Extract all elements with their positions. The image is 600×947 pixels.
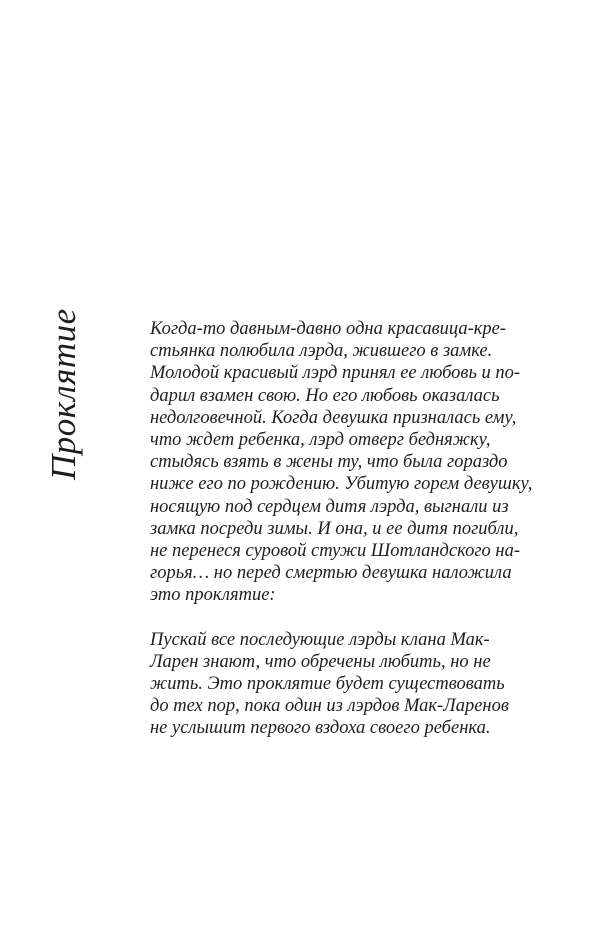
text-line: Пускай все последующие лэрды клана Мак- — [150, 629, 490, 650]
text-line: Ларен знают, что обречены любить, но не — [150, 651, 491, 672]
text-line: это проклятие: — [150, 585, 276, 606]
text-line: горья… но перед смертью девушка наложила — [150, 563, 512, 584]
body-text — [150, 318, 570, 740]
text-line: Молодой красивый лэрд принял ее любовь и по- — [150, 363, 521, 384]
text-line: стыдясь взять в жены ту, что была гораздо — [150, 452, 508, 473]
text-line: недолговечной. Когда девушка призналась ему, — [150, 407, 517, 428]
paragraph-curse-story — [150, 318, 570, 607]
paragraph-curse-text — [150, 629, 570, 740]
text-line: замка посреди зимы. И она, и ее дитя погибли, — [150, 518, 519, 539]
chapter-title: Проклятие — [44, 308, 83, 480]
text-line: стьянка полюбила лэрда, жившего в замке. — [150, 341, 493, 362]
text-line: не перенеся суровой стужи Шотландского на- — [150, 541, 520, 562]
text-line: что ждет ребенка, лэрд отверг бедняжку, — [150, 430, 491, 451]
text-line: не услышит первого вздоха своего ребенка. — [150, 718, 491, 739]
text-line: дарил взамен свою. Но его любовь оказалась — [150, 385, 500, 406]
text-line: Когда-то давным-давно одна красавица-кре- — [150, 319, 507, 339]
text-line: носящую под сердцем дитя лэрда, выгнали из — [150, 496, 509, 517]
text-line: жить. Это проклятие будет существовать — [150, 674, 505, 695]
paragraph-gap — [150, 607, 570, 629]
text-line: ниже его по рождению. Убитую горем девушку, — [150, 474, 533, 495]
text-line: до тех пор, пока один из лэрдов Мак-Ларенов — [150, 696, 509, 717]
